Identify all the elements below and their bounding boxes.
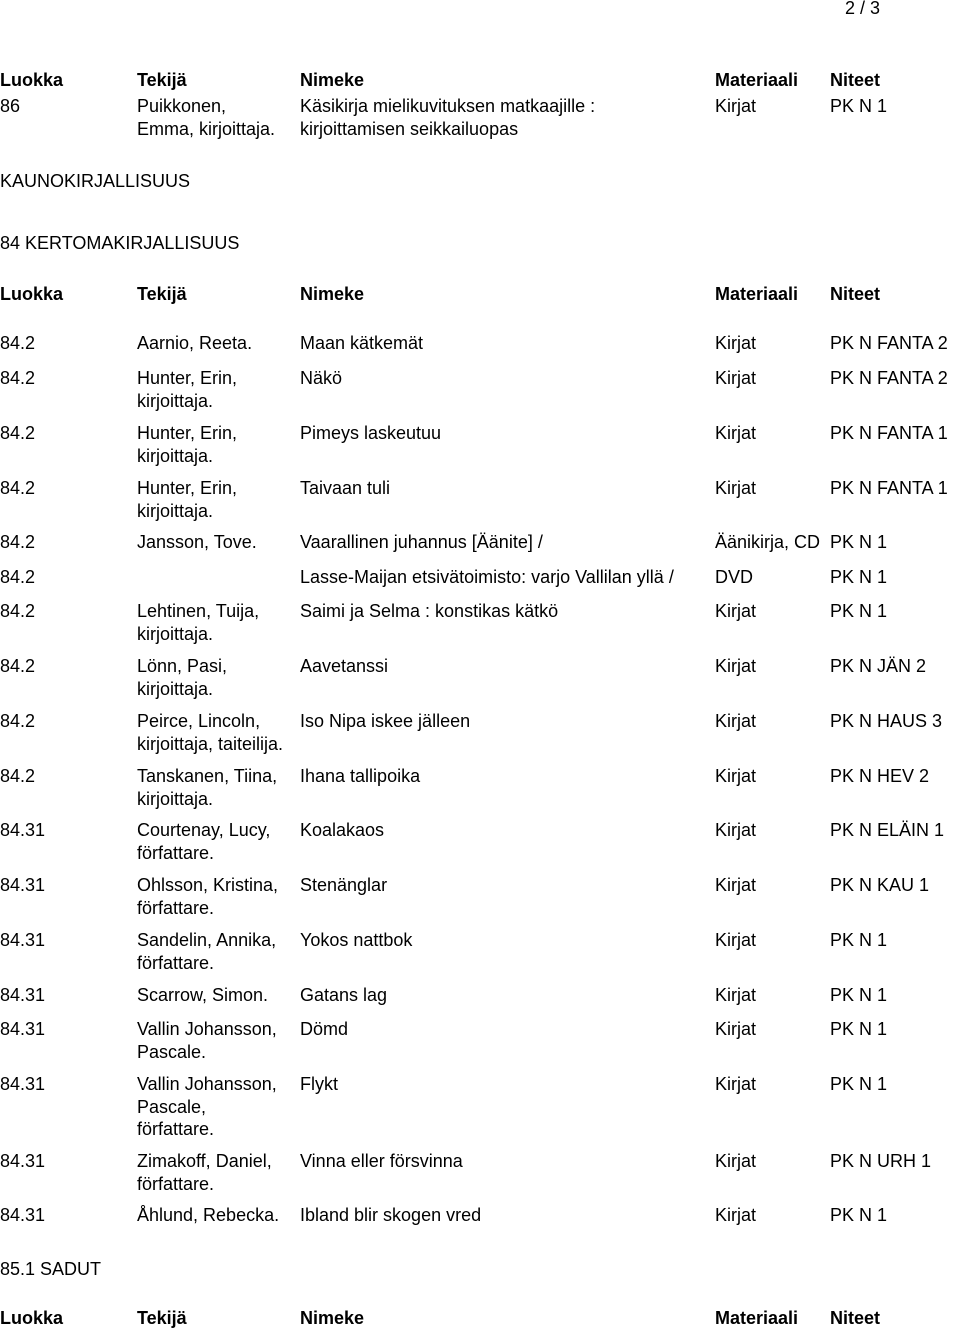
cell-niteet: PK N 1 <box>830 985 888 1005</box>
cell-niteet: PK N 1 <box>830 1019 888 1039</box>
cell-nimeke: Lasse-Maijan etsivätoimisto: varjo Vallilan yllä / <box>300 567 674 587</box>
cell-niteet: PK N 1 <box>830 1205 888 1225</box>
cell-luokka: 84.2 <box>0 423 36 443</box>
cell-tekija: Pascale, <box>137 1096 207 1117</box>
cell-nimeke: Vaarallinen juhannus [Äänite] / <box>300 532 543 552</box>
cell-luokka: 84.2 <box>0 532 36 552</box>
cell-niteet: PK N KAU 1 <box>830 875 930 895</box>
cell-niteet: PK N 1 <box>830 96 888 116</box>
header-tekija: Tekijä <box>137 1308 187 1328</box>
cell-tekija: kirjoittaja. <box>137 623 214 644</box>
cell-luokka: 84.2 <box>0 766 36 786</box>
cell-materiaali: Kirjat <box>715 1074 757 1094</box>
header-tekija: Tekijä <box>137 284 187 304</box>
cell-luokka: 84.2 <box>0 478 36 498</box>
cell-nimeke: Yokos nattbok <box>300 930 413 950</box>
cell-materiaali: Kirjat <box>715 875 757 895</box>
cell-niteet: PK N FANTA 1 <box>830 423 948 443</box>
cell-tekija: Vallin Johansson, <box>137 1019 277 1039</box>
cell-materiaali: Kirjat <box>715 1019 757 1039</box>
cell-tekija: kirjoittaja, taiteilija. <box>137 733 284 754</box>
cell-nimeke: Ibland blir skogen vred <box>300 1205 482 1225</box>
cell-tekija: författare. <box>137 1173 215 1194</box>
cell-materiaali: Kirjat <box>715 333 757 353</box>
cell-luokka: 84.2 <box>0 601 36 621</box>
header-materiaali: Materiaali <box>715 1308 799 1328</box>
cell-materiaali: Kirjat <box>715 1151 757 1171</box>
cell-tekija: kirjoittaja. <box>137 678 214 699</box>
cell-tekija: Sandelin, Annika, <box>137 930 277 950</box>
cell-luokka: 84.31 <box>0 1151 46 1171</box>
cell-nimeke: Vinna eller försvinna <box>300 1151 463 1171</box>
cell-tekija: Courtenay, Lucy, <box>137 820 271 840</box>
cell-tekija: Zimakoff, Daniel, <box>137 1151 272 1171</box>
cell-materiaali: Kirjat <box>715 601 757 621</box>
cell-materiaali: Kirjat <box>715 423 757 443</box>
cell-tekija: Tanskanen, Tiina, <box>137 766 278 786</box>
header-niteet: Niteet <box>830 284 881 304</box>
cell-luokka: 84.31 <box>0 985 46 1005</box>
cell-nimeke: Koalakaos <box>300 820 385 840</box>
header-nimeke: Nimeke <box>300 284 365 304</box>
cell-materiaali: Kirjat <box>715 766 757 786</box>
cell-nimeke: Käsikirja mielikuvituksen matkaajille : <box>300 96 596 116</box>
cell-niteet: PK N URH 1 <box>830 1151 932 1171</box>
cell-luokka: 84.31 <box>0 1019 46 1039</box>
cell-tekija: Lehtinen, Tuija, <box>137 601 260 621</box>
cell-nimeke: Flykt <box>300 1074 338 1094</box>
cell-niteet: PK N FANTA 2 <box>830 368 948 388</box>
cell-tekija: Lönn, Pasi, <box>137 656 228 676</box>
page-number: 2 / 3 <box>844 0 880 18</box>
cell-tekija: Jansson, Tove. <box>137 532 257 552</box>
cell-materiaali: Äänikirja, CD <box>715 532 821 552</box>
cell-niteet: PK N JÄN 2 <box>830 656 927 676</box>
cell-niteet: PK N 1 <box>830 930 888 950</box>
cell-nimeke: Saimi ja Selma : konstikas kätkö <box>300 601 559 621</box>
header-luokka: Luokka <box>0 284 64 304</box>
cell-materiaali: Kirjat <box>715 478 757 498</box>
cell-nimeke: Gatans lag <box>300 985 388 1005</box>
cell-luokka: 84.2 <box>0 333 36 353</box>
cell-tekija: kirjoittaja. <box>137 500 214 521</box>
header-luokka: Luokka <box>0 1308 64 1328</box>
header-nimeke: Nimeke <box>300 1308 365 1328</box>
cell-tekija: författare. <box>137 1119 215 1139</box>
cell-niteet: PK N 1 <box>830 532 888 552</box>
cell-materiaali: Kirjat <box>715 711 757 731</box>
cell-niteet: PK N HAUS 3 <box>830 711 943 731</box>
cell-luokka: 84.2 <box>0 711 36 731</box>
cell-nimeke: Dömd <box>300 1019 349 1039</box>
header-nimeke: Nimeke <box>300 70 365 90</box>
cell-nimeke: Ihana tallipoika <box>300 766 421 786</box>
cell-niteet: PK N HEV 2 <box>830 766 930 786</box>
cell-luokka: 84.2 <box>0 656 36 676</box>
header-niteet: Niteet <box>830 1308 881 1328</box>
cell-tekija: kirjoittaja. <box>137 445 214 466</box>
cell-tekija: Puikkonen, <box>137 96 227 116</box>
cell-materiaali: DVD <box>715 567 754 587</box>
cell-niteet: PK N ELÄIN 1 <box>830 820 945 840</box>
cell-tekija: kirjoittaja. <box>137 390 214 411</box>
section-heading: KAUNOKIRJALLISUUS <box>0 171 191 191</box>
cell-nimeke: kirjoittamisen seikkailuopas <box>300 118 519 139</box>
cell-tekija: Aarnio, Reeta. <box>137 333 253 353</box>
header-materiaali: Materiaali <box>715 70 799 90</box>
cell-tekija: Åhlund, Rebecka. <box>137 1205 280 1225</box>
cell-materiaali: Kirjat <box>715 96 757 116</box>
cell-nimeke: Aavetanssi <box>300 656 389 676</box>
cell-materiaali: Kirjat <box>715 930 757 950</box>
cell-niteet: PK N FANTA 2 <box>830 333 948 353</box>
cell-materiaali: Kirjat <box>715 985 757 1005</box>
cell-nimeke: Iso Nipa iskee jälleen <box>300 711 471 731</box>
cell-niteet: PK N 1 <box>830 567 888 587</box>
section-heading: 84 KERTOMAKIRJALLISUUS <box>0 233 240 253</box>
cell-luokka: 84.2 <box>0 567 36 587</box>
header-materiaali: Materiaali <box>715 284 799 304</box>
cell-tekija: författare. <box>137 952 215 973</box>
cell-luokka: 86 <box>0 96 21 116</box>
section-heading: 85.1 SADUT <box>0 1259 102 1279</box>
cell-materiaali: Kirjat <box>715 820 757 840</box>
cell-nimeke: Näkö <box>300 368 343 388</box>
cell-luokka: 84.31 <box>0 1205 46 1225</box>
cell-luokka: 84.31 <box>0 820 46 840</box>
cell-tekija: Hunter, Erin, <box>137 368 238 388</box>
cell-niteet: PK N FANTA 1 <box>830 478 948 498</box>
cell-tekija: Ohlsson, Kristina, <box>137 875 279 895</box>
cell-tekija: Peirce, Lincoln, <box>137 711 261 731</box>
cell-nimeke: Pimeys laskeutuu <box>300 423 442 443</box>
cell-luokka: 84.31 <box>0 1074 46 1094</box>
cell-tekija: författare. <box>137 842 215 863</box>
cell-materiaali: Kirjat <box>715 1205 757 1225</box>
cell-niteet: PK N 1 <box>830 1074 888 1094</box>
cell-tekija: Hunter, Erin, <box>137 478 238 498</box>
header-tekija: Tekijä <box>137 70 187 90</box>
cell-nimeke: Taivaan tuli <box>300 478 391 498</box>
cell-materiaali: Kirjat <box>715 368 757 388</box>
header-luokka: Luokka <box>0 70 64 90</box>
cell-tekija: Emma, kirjoittaja. <box>137 118 276 139</box>
cell-nimeke: Maan kätkemät <box>300 333 424 353</box>
cell-luokka: 84.2 <box>0 368 36 388</box>
cell-tekija: Pascale. <box>137 1041 207 1062</box>
cell-tekija: Vallin Johansson, <box>137 1074 277 1094</box>
cell-tekija: Scarrow, Simon. <box>137 985 269 1005</box>
header-niteet: Niteet <box>830 70 881 90</box>
cell-tekija: författare. <box>137 897 215 918</box>
cell-luokka: 84.31 <box>0 930 46 950</box>
cell-materiaali: Kirjat <box>715 656 757 676</box>
cell-luokka: 84.31 <box>0 875 46 895</box>
cell-tekija: kirjoittaja. <box>137 788 214 809</box>
cell-niteet: PK N 1 <box>830 601 888 621</box>
cell-nimeke: Stenänglar <box>300 875 388 895</box>
cell-tekija: Hunter, Erin, <box>137 423 238 443</box>
